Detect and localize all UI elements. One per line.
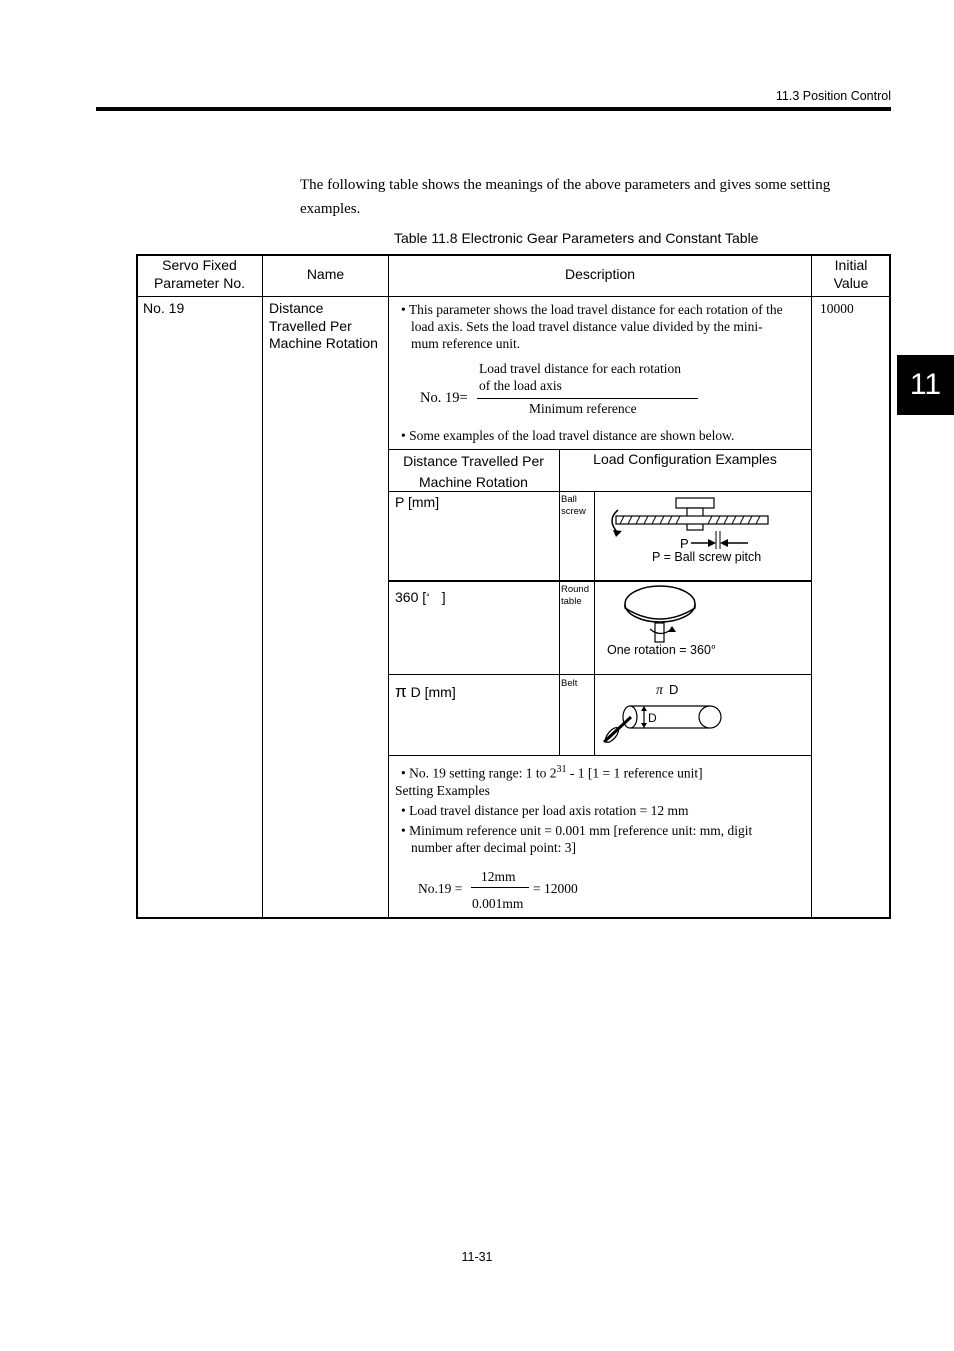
header-description: Description (564, 266, 636, 282)
ballscrew-caption: P = Ball screw pitch (652, 550, 762, 564)
ballscrew-figure (596, 493, 810, 553)
chapter-tab: 11 (897, 355, 954, 415)
example-ballscrew-type: Ball screw (561, 494, 586, 517)
intro-paragraph: The following table shows the meanings of the above parameters and gives some setting examples. (300, 177, 831, 217)
setting-example-2: • Minimum reference unit = 0.001 mm [reference unit: mm, digit number after decimal point: 3] (401, 823, 753, 855)
description-bullet-1: • This parameter shows the load travel distance for each rotation of the load axis. Sets the load travel distance value divided by the mini- mum reference unit. (401, 302, 783, 351)
svg-text:D: D (648, 711, 657, 725)
roundtable-caption: One rotation = 360° (607, 643, 716, 657)
ballscrew-pitch-label: P (680, 536, 689, 551)
calc-fraction-bar (471, 887, 529, 888)
belt-figure (598, 678, 728, 748)
header-rule (96, 107, 891, 111)
subheader-distance: Distance Travelled Per Machine Rotation (403, 453, 544, 490)
calc-lhs: No.19 = (418, 881, 463, 896)
page-number: 11-31 (461, 1250, 493, 1264)
initial-value-cell: 10000 (820, 301, 854, 316)
example-ballscrew-distance: P [mm] (395, 494, 440, 510)
header-name: Name (306, 266, 345, 282)
subheader-load-config: Load Configuration Examples (593, 451, 777, 467)
header-param-no: Servo Fixed Parameter No. (153, 257, 246, 291)
running-header: 11.3 Position Control (775, 89, 891, 103)
header-initial-value: Initial Value (833, 257, 869, 291)
setting-range: • No. 19 setting range: 1 to $2^{31} - 1$ [1 = 1 reference unit] (401, 764, 703, 781)
example-belt-distance: π D [mm] (395, 682, 456, 701)
example-belt-type: Belt (561, 678, 578, 689)
svg-text:π: π (656, 683, 664, 698)
calc-denominator: 0.001mm (472, 896, 524, 911)
table-caption: Table 11.8 Electronic Gear Parameters and Constant Table (394, 230, 759, 246)
setting-examples-heading: Setting Examples (395, 783, 490, 798)
calc-numerator: 12mm (481, 869, 516, 884)
name-cell: Distance Travelled Per Machine Rotation (269, 300, 378, 351)
roundtable-figure (620, 582, 704, 646)
formula-fraction-bar (477, 398, 698, 399)
description-bullet-2: • Some examples of the load travel distance are shown below. (401, 428, 735, 443)
calc-result: = 12000 (533, 881, 578, 896)
example-roundtable-distance: 360 [° ] (395, 589, 446, 605)
param-no-cell: No. 19 (143, 300, 185, 316)
setting-example-1: • Load travel distance per load axis rotation = 12 mm (401, 803, 689, 818)
formula-lhs: No. 19= (420, 390, 468, 406)
svg-text:D: D (669, 682, 679, 697)
example-roundtable-type: Round table (561, 584, 589, 607)
formula-numerator: Load travel distance for each rotation of the load axis (479, 361, 682, 393)
formula-denominator: Minimum reference (529, 401, 637, 416)
